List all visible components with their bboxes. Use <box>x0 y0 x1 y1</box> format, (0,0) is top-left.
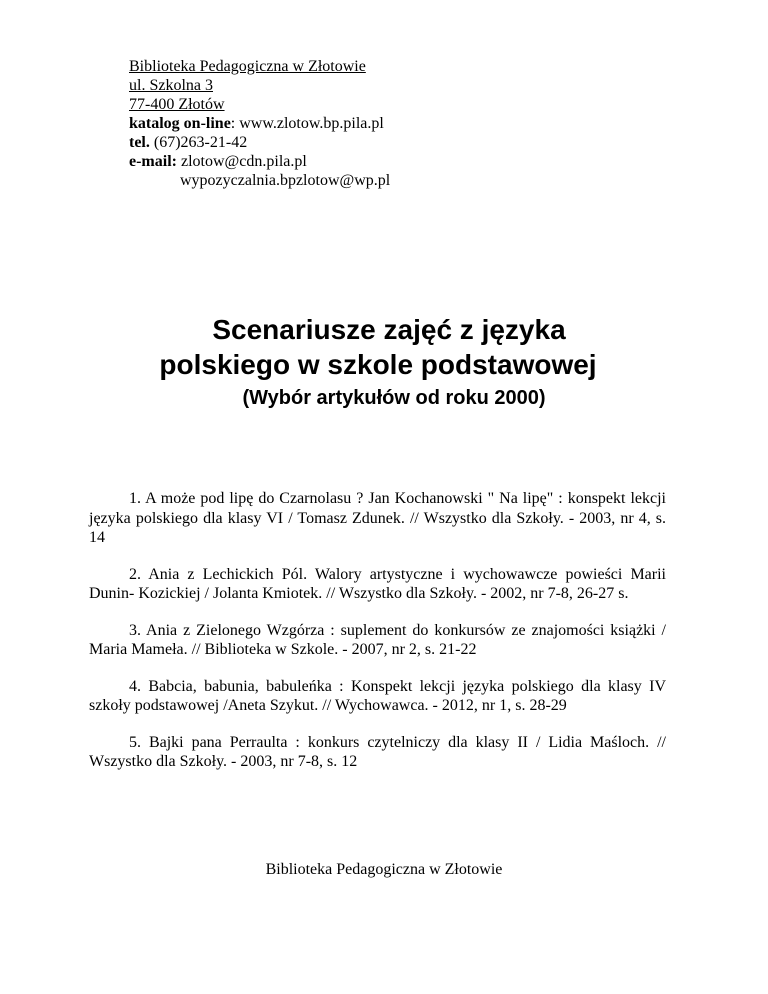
bibliography-entry: 4. Babcia, babunia, babuleńka : Konspekt lekcji języka polskiego dla klasy IV szkoły podstawowej /Aneta Szykut. // Wychowawca. - 2012, nr 1, s. 28-29 <box>89 677 666 714</box>
bibliography-entry: 3. Ania z Zielonego Wzgórza : suplement do konkursów ze znajomości książki / Maria Mameła. // Biblioteka w Szkole. - 2007, nr 2, s. 21-22 <box>89 621 666 658</box>
street-address: ul. Szkolna 3 <box>129 77 213 94</box>
bibliography-list <box>89 489 666 772</box>
document-title-line-1: Scenariusze zajęć z języka <box>212 314 566 345</box>
document-subtitle: (Wybór artykułów od roku 2000) <box>242 387 546 409</box>
library-contact-block <box>129 57 390 190</box>
phone-value: (67)263-21-42 <box>149 134 248 151</box>
phone-line <box>129 133 390 152</box>
bibliography-entry: 2. Ania z Lechickich Pól. Walory artystyczne i wychowawcze powieści Marii Dunin- Kozickiej / Jolanta Kmiotek. // Wszystko dla Szkoły. - 2002, nr 7-8, 26-27 s. <box>89 565 666 602</box>
bibliography-entry: 1. A może pod lipę do Czarnolasu ? Jan Kochanowski " Na lipę" : konspekt lekcji języka polskiego dla klasy VI / Tomasz Zdunek. // Wszystko dla Szkoły. - 2003, nr 4, s. 14 <box>89 490 666 546</box>
email-line <box>129 152 390 171</box>
page-footer: Biblioteka Pedagogiczna w Złotowie <box>265 861 503 878</box>
postal-city: 77-400 Złotów <box>129 96 225 113</box>
email-value-2: wypozyczalnia.bpzlotow@wp.pl <box>180 172 391 189</box>
email-value: zlotow@cdn.pila.pl <box>176 153 307 170</box>
catalog-label: katalog on-line <box>129 115 231 132</box>
phone-label: tel. <box>129 134 150 151</box>
catalog-line <box>129 114 390 133</box>
catalog-value: : www.zlotow.bp.pila.pl <box>230 115 384 132</box>
bibliography-entry: 5. Bajki pana Perraulta : konkurs czytelniczy dla klasy II / Lidia Maśloch. // Wszystko dla Szkoły. - 2003, nr 7-8, s. 12 <box>89 733 666 770</box>
email-label: e-mail: <box>129 153 177 170</box>
document-title-line-2: polskiego w szkole podstawowej <box>159 349 597 380</box>
library-name: Biblioteka Pedagogiczna w Złotowie <box>129 58 366 75</box>
